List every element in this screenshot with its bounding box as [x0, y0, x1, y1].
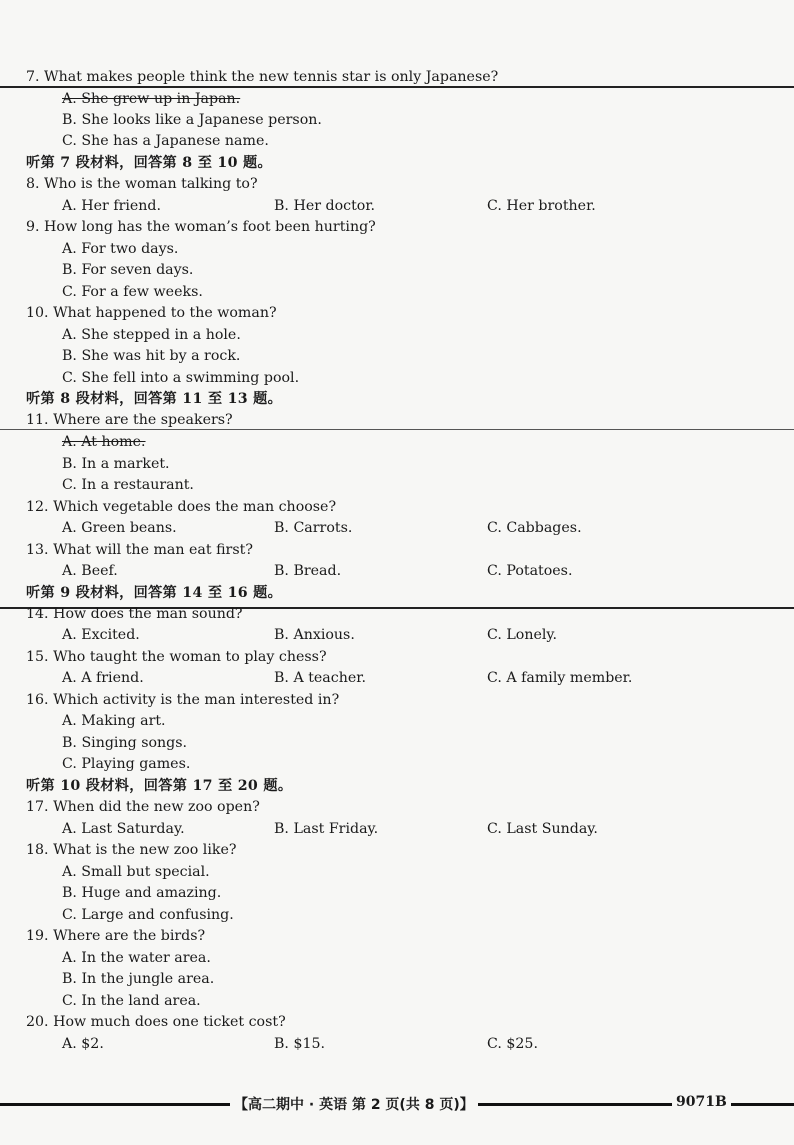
- option-7a: A. She grew up in Japan.: [62, 91, 241, 107]
- option-17c: C. Last Sunday.: [487, 821, 598, 837]
- option-9c: C. For a few weeks.: [62, 284, 203, 300]
- option-9a: A. For two days.: [62, 241, 179, 257]
- question-16: 16. Which activity is the man interested in?: [26, 692, 340, 708]
- section-heading: 听第 9 段材料，回答第 14 至 16 题。: [26, 585, 283, 601]
- scan-line: [0, 86, 794, 88]
- option-7b: B. She looks like a Japanese person.: [62, 112, 322, 128]
- option-10c: C. She fell into a swimming pool.: [62, 370, 300, 386]
- option-8a: A. Her friend.: [62, 198, 162, 214]
- question-14: 14. How does the man sound?: [26, 606, 243, 622]
- option-10a: A. She stepped in a hole.: [62, 327, 241, 343]
- question-11: 11. Where are the speakers?: [26, 412, 233, 428]
- option-9b: B. For seven days.: [62, 262, 194, 278]
- option-18c: C. Large and confusing.: [62, 907, 234, 923]
- section-heading: 听第 10 段材料，回答第 17 至 20 题。: [26, 778, 293, 794]
- question-20: 20. How much does one ticket cost?: [26, 1014, 286, 1030]
- page-info: 【高二期中 · 英语 第 2 页(共 8 页)】: [230, 1094, 478, 1114]
- option-8b: B. Her doctor.: [274, 198, 376, 214]
- option-14a: A. Excited.: [62, 627, 140, 643]
- question-15: 15. Who taught the woman to play chess?: [26, 649, 327, 665]
- option-19c: C. In the land area.: [62, 993, 201, 1009]
- option-10b: B. She was hit by a rock.: [62, 348, 241, 364]
- question-18: 18. What is the new zoo like?: [26, 842, 237, 858]
- question-13: 13. What will the man eat first?: [26, 542, 253, 558]
- option-19a: A. In the water area.: [62, 950, 211, 966]
- section-heading: 听第 8 段材料，回答第 11 至 13 题。: [26, 391, 283, 407]
- option-16b: B. Singing songs.: [62, 735, 188, 751]
- question-12: 12. Which vegetable does the man choose?: [26, 499, 337, 515]
- question-19: 19. Where are the birds?: [26, 928, 206, 944]
- option-12b: B. Carrots.: [274, 520, 353, 536]
- option-20b: B. $15.: [274, 1036, 326, 1052]
- option-19b: B. In the jungle area.: [62, 971, 215, 987]
- option-17a: A. Last Saturday.: [62, 821, 185, 837]
- option-17b: B. Last Friday.: [274, 821, 379, 837]
- option-12a: A. Green beans.: [62, 520, 177, 536]
- option-14c: C. Lonely.: [487, 627, 558, 643]
- question-7: 7. What makes people think the new tennis star is only Japanese?: [26, 69, 499, 85]
- option-18b: B. Huge and amazing.: [62, 885, 222, 901]
- scan-line: [0, 429, 794, 430]
- exam-code: 9071B: [672, 1094, 731, 1110]
- question-10: 10. What happened to the woman?: [26, 305, 277, 321]
- option-15a: A. A friend.: [62, 670, 144, 686]
- option-15c: C. A family member.: [487, 670, 633, 686]
- option-13a: A. Beef.: [62, 563, 118, 579]
- option-15b: B. A teacher.: [274, 670, 366, 686]
- option-7c: C. She has a Japanese name.: [62, 133, 269, 149]
- option-13b: B. Bread.: [274, 563, 342, 579]
- option-11b: B. In a market.: [62, 456, 170, 472]
- question-17: 17. When did the new zoo open?: [26, 799, 260, 815]
- question-9: 9. How long has the woman’s foot been hurting?: [26, 219, 376, 235]
- option-20a: A. $2.: [62, 1036, 104, 1052]
- option-16a: A. Making art.: [62, 713, 166, 729]
- option-16c: C. Playing games.: [62, 756, 191, 772]
- option-20c: C. $25.: [487, 1036, 538, 1052]
- option-8c: C. Her brother.: [487, 198, 596, 214]
- option-18a: A. Small but special.: [62, 864, 210, 880]
- option-14b: B. Anxious.: [274, 627, 355, 643]
- question-8: 8. Who is the woman talking to?: [26, 176, 258, 192]
- option-13c: C. Potatoes.: [487, 563, 573, 579]
- option-11c: C. In a restaurant.: [62, 477, 194, 493]
- section-heading: 听第 7 段材料，回答第 8 至 10 题。: [26, 155, 272, 171]
- option-12c: C. Cabbages.: [487, 520, 582, 536]
- option-11a: A. At home.: [62, 434, 146, 450]
